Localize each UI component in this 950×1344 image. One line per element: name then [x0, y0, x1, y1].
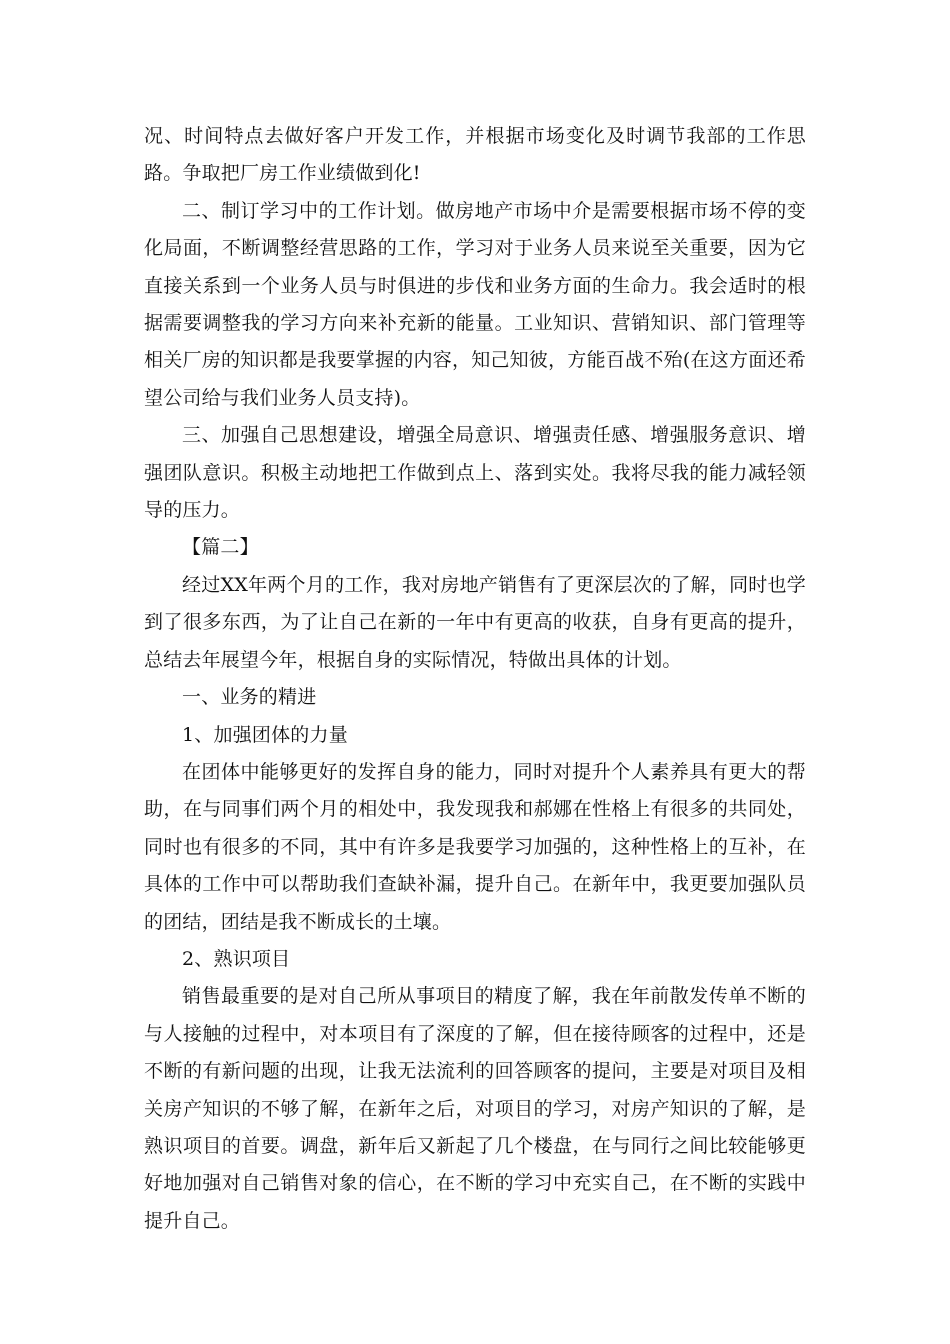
paragraph-study-plan: 二、制订学习中的工作计划。做房地产市场中介是需要根据市场不停的变化局面，不断调整经营思路的工作，学习对于业务人员来说至关重要，因为它直接关系到一个业务人员与时俱进的步伐和业务方面的生命力。我会适时的根据需要调整我的学习方向来补充新的能量。工业知识、营销知识、部门管理等相关厂房的知识都是我要掌握的内容，知己知彼，方能百战不殆(在这方面还希望公司给与我们业务人员支持)。 — [144, 199, 806, 409]
paragraph-ideology: 三、加强自己思想建设，增强全局意识、增强责任感、增强服务意识、增强团队意识。积极主动地把工作做到点上、落到实处。我将尽我的能力减轻领导的压力。 — [144, 424, 806, 522]
heading-team-strength: 1、加强团体的力量 — [182, 723, 348, 746]
paragraph-continuation: 况、时间特点去做好客户开发工作，并根据市场变化及时调节我部的工作思路。争取把厂房工作业绩做到化! — [144, 125, 806, 185]
paragraph-team: 在团体中能够更好的发挥自身的能力，同时对提升个人素养具有更大的帮助，在与同事们两个月的相处中，我发现我和郝娜在性格上有很多的共同处，同时也有很多的不同，其中有许多是我要学习加强的，这种性格上的互补，在具体的工作中可以帮助我们查缺补漏，提升自己。在新年中，我更要加强队员的团结，团结是我不断成长的土壤。 — [144, 760, 806, 933]
paragraph-intro: 经过XX年两个月的工作，我对房地产销售有了更深层次的了解，同时也学到了很多东西，为了让自己在新的一年中有更高的收获，自身有更高的提升，总结去年展望今年，根据自身的实际情况，特做出具体的计划。 — [144, 573, 806, 671]
heading-know-project: 2、熟识项目 — [182, 947, 291, 970]
paragraph-project: 销售最重要的是对自己所从事项目的精度了解，我在年前散发传单不断的与人接触的过程中，对本项目有了深度的了解，但在接待顾客的过程中，还是不断的有新问题的出现，让我无法流利的回答顾客的提问，主要是对项目及相关房产知识的不够了解，在新年之后，对项目的学习，对房产知识的了解，是熟识项目的首要。调盘，新年后又新起了几个楼盘，在与同行之间比较能够更好地加强对自己销售对象的信心，在不断的学习中充实自己，在不断的实践中提升自己。 — [144, 985, 806, 1232]
document-body — [144, 118, 806, 1240]
heading-business-progress: 一、业务的精进 — [182, 686, 317, 709]
section-heading-part-two: 【篇二】 — [182, 536, 259, 559]
